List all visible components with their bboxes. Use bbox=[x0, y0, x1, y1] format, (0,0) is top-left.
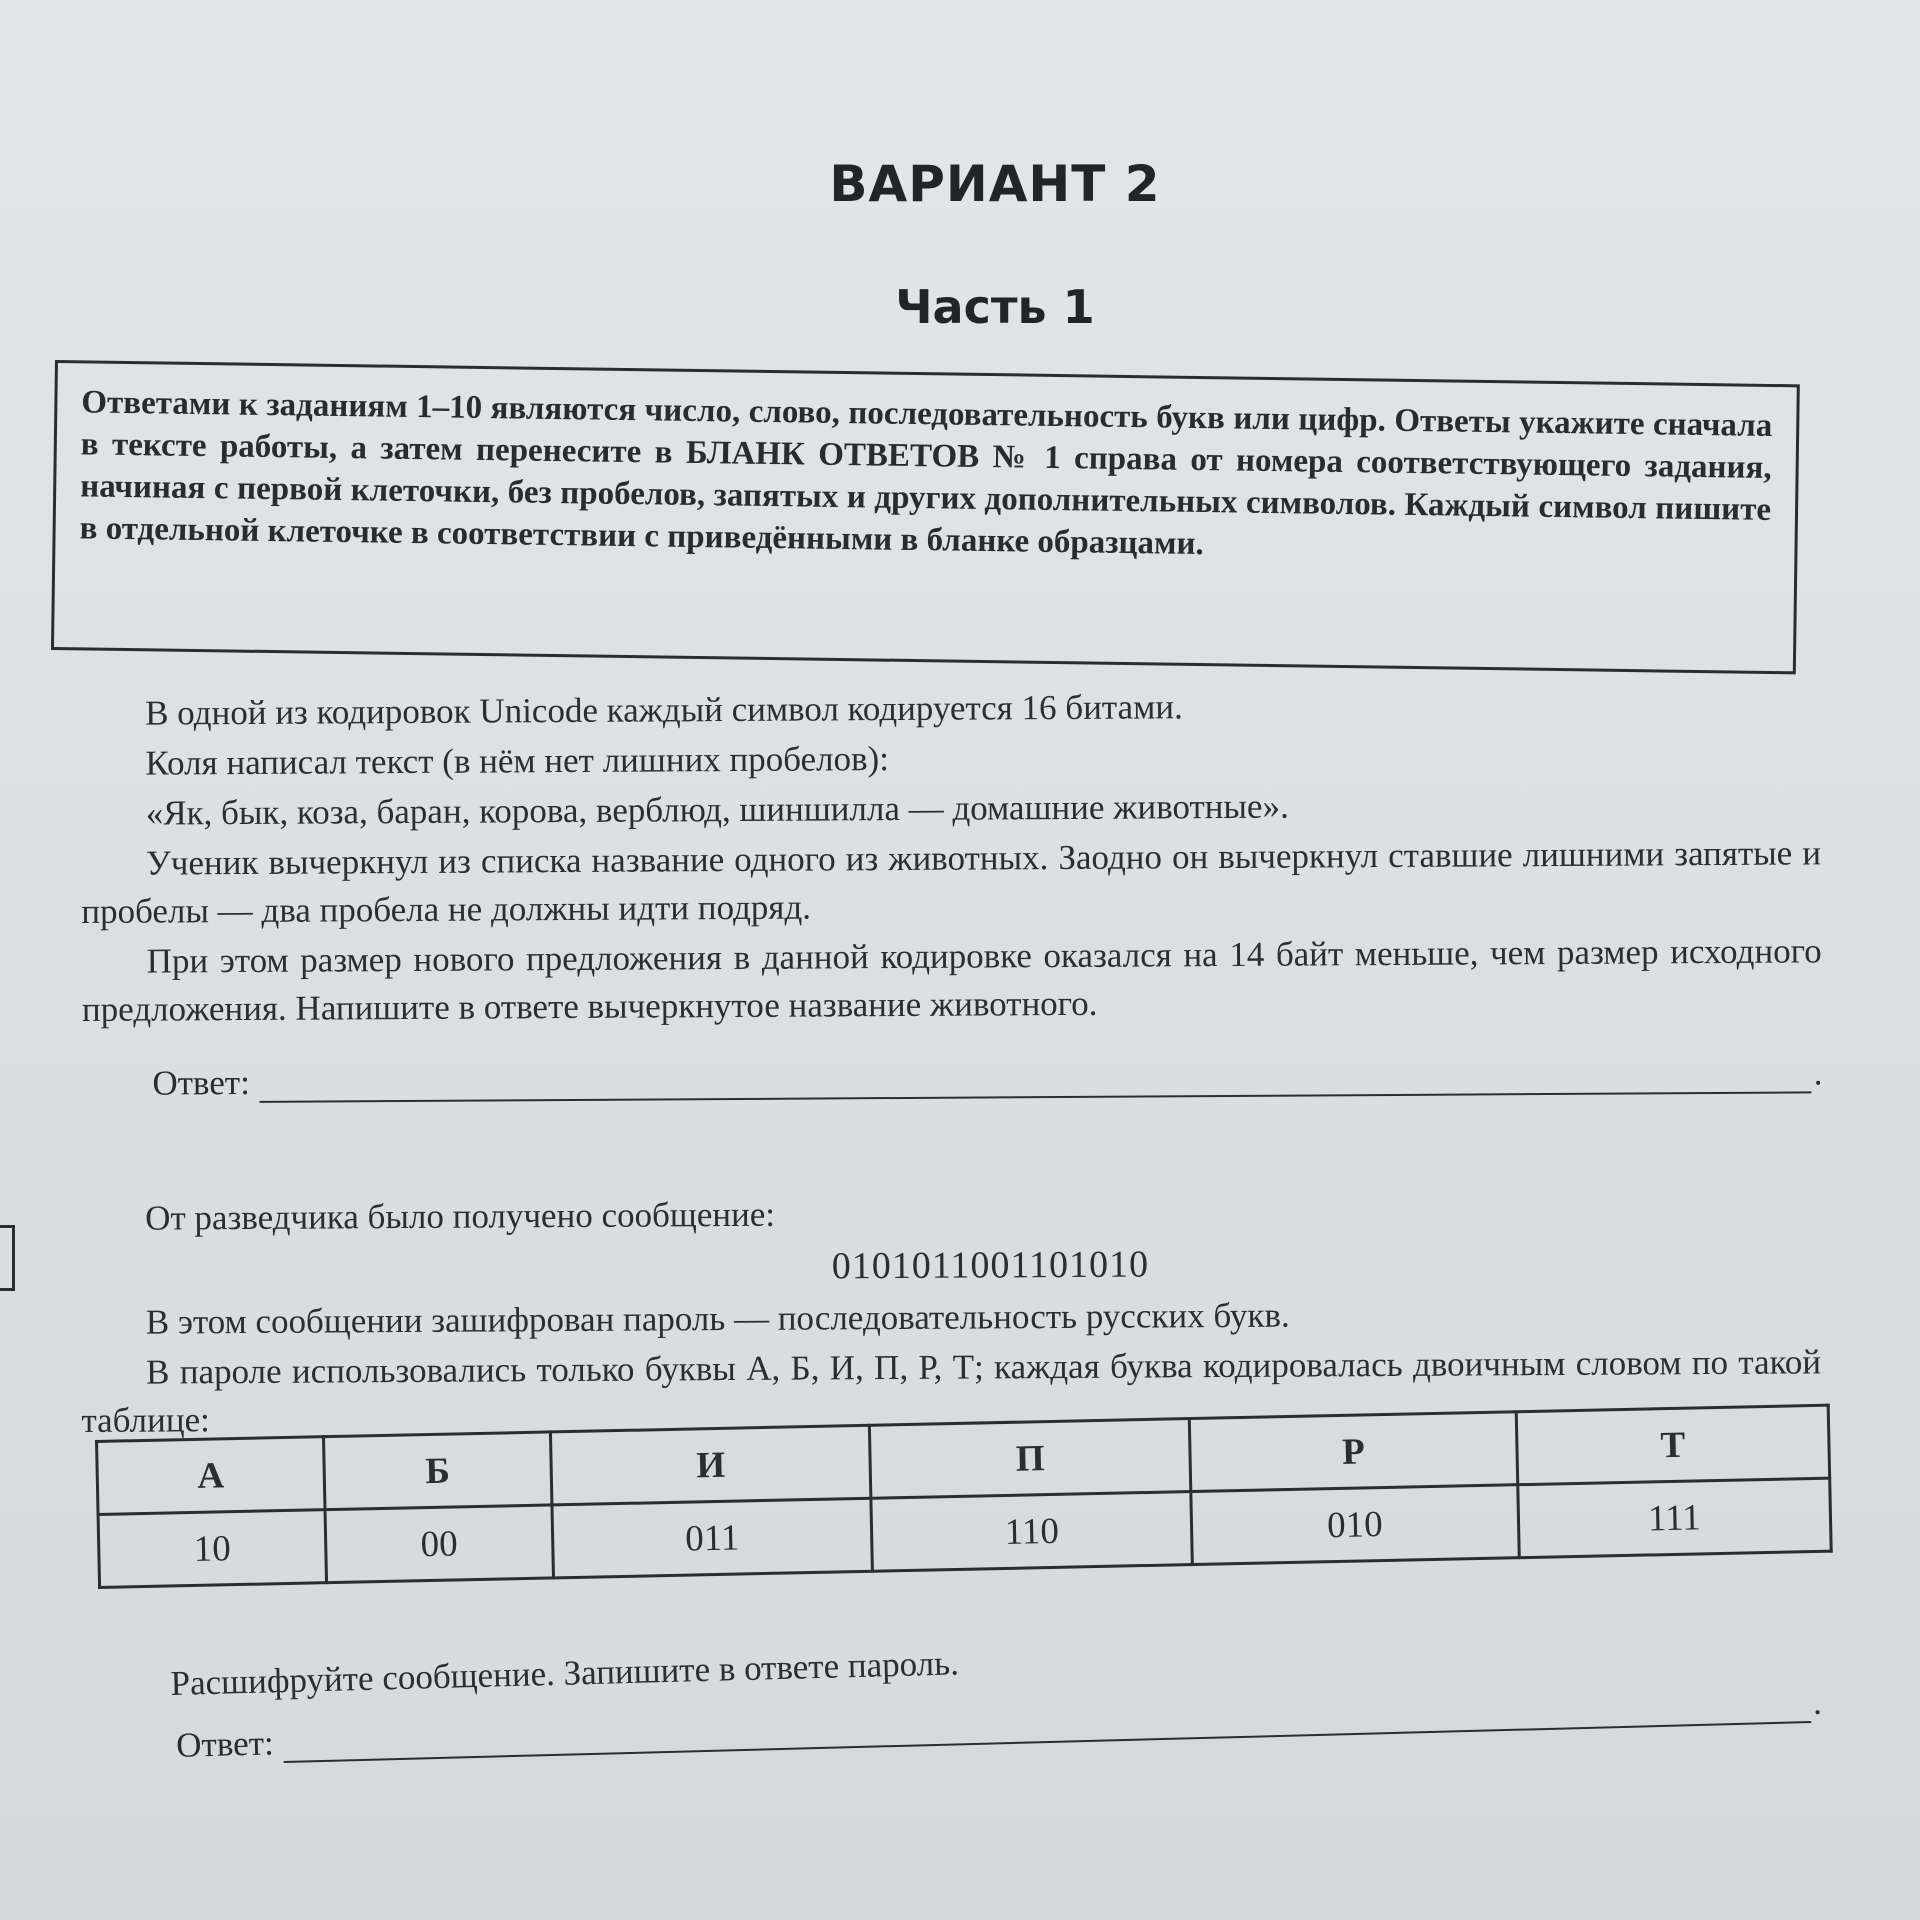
task1-paragraph-4: Ученик вычеркнул из списка название одного из животных. Заодно он вычеркнул ставшие лишними запятые и пробелы — два пробела не должны идти подряд. bbox=[81, 833, 1822, 931]
instructions-text: Ответами к заданиям 1–10 являются число, слово, последовательность букв или цифр. Ответы укажите сначала в тексте работы, а затем перенесите в БЛАНК ОТВЕТОВ № 1 справа от номера соответствующего задания, начиная с первой клеточки, без пробелов, запятых и других дополнительных символов. Каждый символ пишите в отдельной клеточке в соответствии с приведёнными в бланке образцами. bbox=[79, 384, 1773, 563]
part-title: Часть 1 bbox=[895, 280, 1095, 334]
task1-paragraph-2: Коля написал текст (в нём нет лишних пробелов): bbox=[145, 739, 890, 783]
table-cell-code: 010 bbox=[1191, 1485, 1519, 1565]
task2-answer-dot: . bbox=[1812, 1682, 1823, 1723]
table-cell-code: 011 bbox=[552, 1498, 873, 1578]
task2-answer-line[interactable] bbox=[283, 1693, 1811, 1763]
table-cell-code: 111 bbox=[1518, 1478, 1832, 1558]
table-cell-letter: Т bbox=[1516, 1405, 1830, 1485]
task2-paragraph-2: В этом сообщении зашифрован пароль — последовательность русских букв. bbox=[145, 1295, 1290, 1342]
task2-code-message: 0101011001101010 bbox=[831, 1243, 1150, 1288]
task-1 bbox=[80, 679, 1822, 1104]
table-cell-letter: Б bbox=[323, 1432, 551, 1510]
table-cell-code: 110 bbox=[871, 1492, 1192, 1572]
table-cell-letter: И bbox=[550, 1425, 871, 1505]
table-cell-letter: П bbox=[870, 1419, 1191, 1499]
task-2-tail bbox=[170, 1617, 1822, 1766]
task2-paragraph-4: Расшифруйте сообщение. Запишите в ответе пароль. bbox=[170, 1643, 960, 1703]
variant-title: ВАРИАНТ 2 bbox=[829, 155, 1161, 213]
task1-answer-dot: . bbox=[1813, 1053, 1823, 1093]
task2-paragraph-3: В пароле использовались только буквы А, Б, И, П, Р, Т; каждая буква кодировалась двоичным словом по такой таблице: bbox=[81, 1342, 1822, 1440]
task1-paragraph-1: В одной из кодировок Unicode каждый символ кодируется 16 битами. bbox=[145, 687, 1183, 733]
table-cell-letter: Р bbox=[1189, 1412, 1517, 1492]
task2-answer-label: Ответ: bbox=[175, 1723, 275, 1765]
task1-answer-line[interactable] bbox=[260, 1063, 1812, 1102]
table-cell-code: 00 bbox=[325, 1505, 553, 1583]
table-cell-code: 10 bbox=[98, 1510, 326, 1588]
task2-paragraph-1: От разведчика было получено сообщение: bbox=[145, 1194, 776, 1238]
task1-answer-label: Ответ: bbox=[152, 1062, 250, 1103]
task1-paragraph-5: При этом размер нового предложения в данной кодировке оказался на 14 байт меньше, чем размер исходного предложения. Напишите в ответе вычеркнутое название животного. bbox=[81, 931, 1822, 1029]
instructions-box bbox=[51, 360, 1800, 674]
table-cell-letter: А bbox=[97, 1437, 325, 1515]
task-2 bbox=[80, 1184, 1822, 1447]
task1-quote: «Як, бык, коза, баран, корова, верблюд, шиншилла — домашние животные». bbox=[145, 786, 1289, 833]
task1-answer-row bbox=[152, 1053, 1822, 1103]
task-number-box bbox=[0, 1225, 15, 1291]
